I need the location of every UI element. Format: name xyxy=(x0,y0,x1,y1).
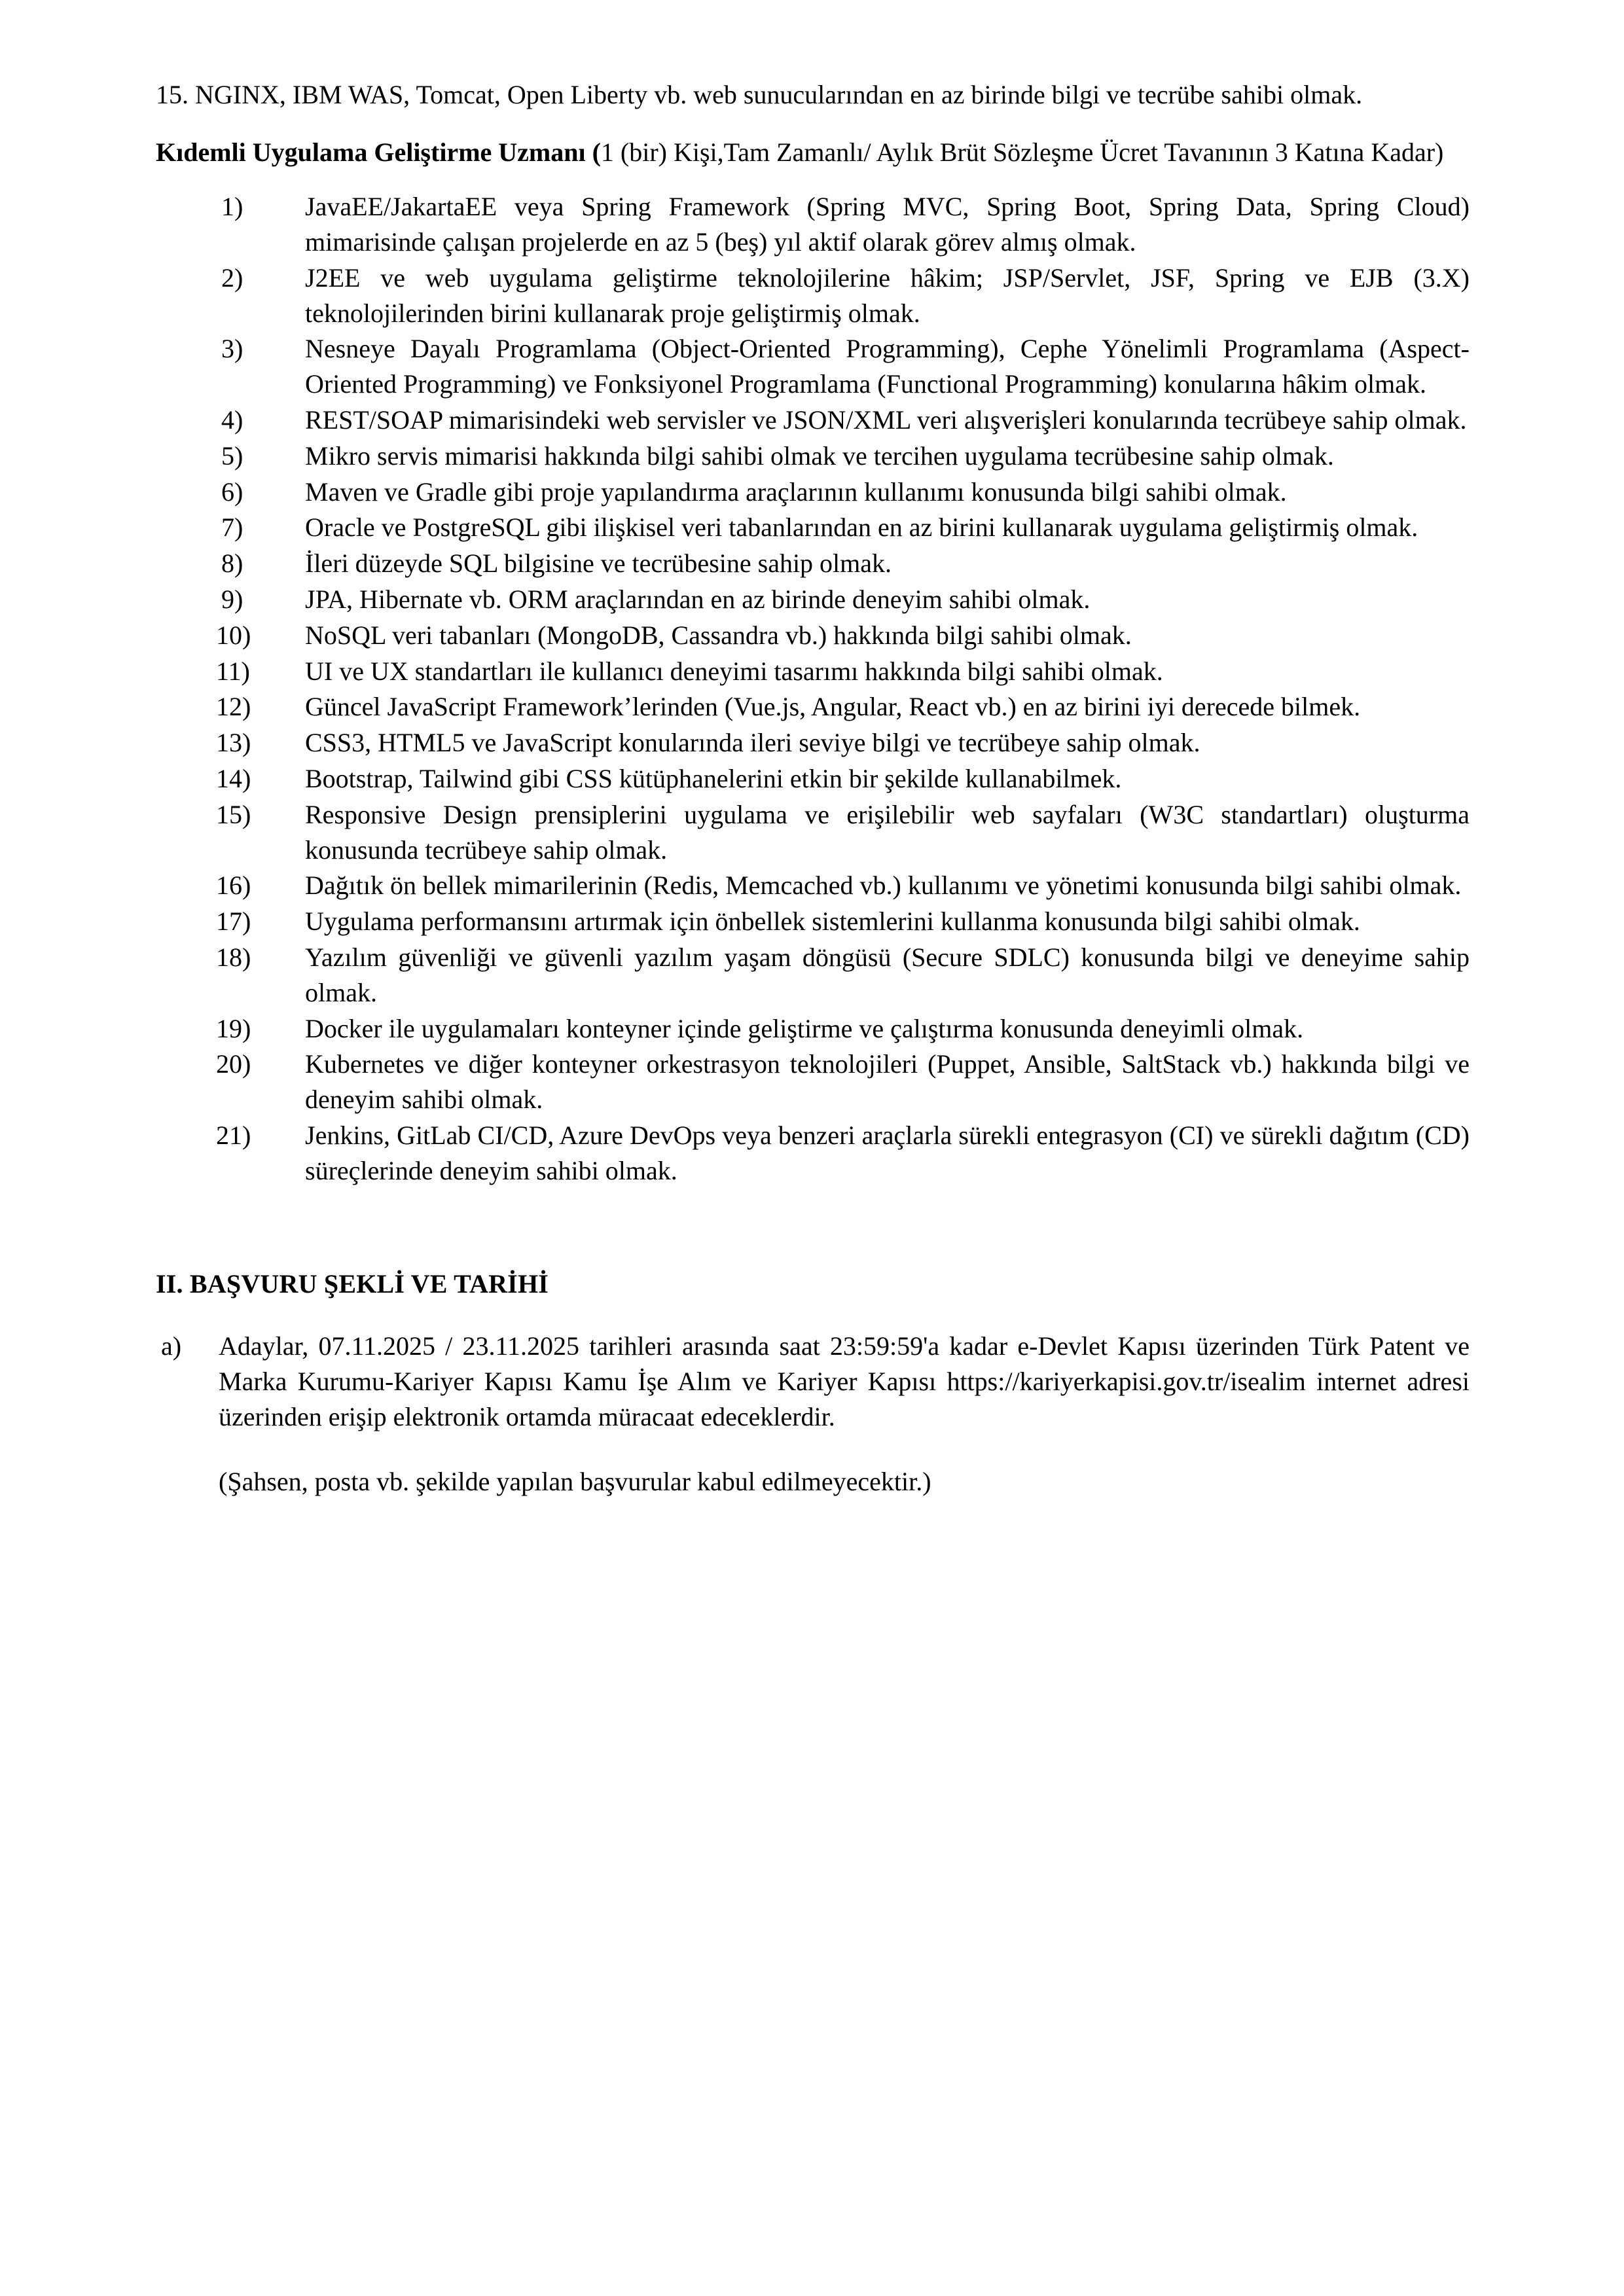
list-item-marker: 17) xyxy=(216,906,251,937)
position-title-bold: Kıdemli Uygulama Geliştirme Uzmanı ( xyxy=(156,137,601,167)
list-item-marker: 1) xyxy=(221,192,244,222)
application-note: (Şahsen, posta vb. şekilde yapılan başvurular kabul edilmeyecektir.) xyxy=(219,1467,931,1497)
list-item-text: REST/SOAP mimarisindeki web servisler ve JSON/XML veri alışverişleri konularında tecrübeye sahip olmak. xyxy=(305,404,1467,435)
list-item xyxy=(221,582,1470,617)
list-item-marker: 21) xyxy=(216,1120,251,1150)
list-item-text: Docker ile uygulamaları konteyner içinde geliştirme ve çalıştırma konusunda deneyimli olmak. xyxy=(305,1013,1304,1043)
list-item xyxy=(216,1011,1470,1047)
list-item-text: Maven ve Gradle gibi proje yapılandırma araçlarının kullanımı konusunda bilgi sahibi olmak. xyxy=(305,476,1287,507)
list-item-text: Güncel JavaScript Framework’lerinden (Vue.js, Angular, React vb.) en az birini iyi derecede bilmek. xyxy=(305,692,1361,722)
list-item xyxy=(216,761,1470,797)
list-item-text: Mikro servis mimarisi hakkında bilgi sahibi olmak ve tercihen uygulama tecrübesine sahip olmak. xyxy=(305,440,1334,471)
list-item-marker: 3) xyxy=(221,334,244,364)
list-item-text: UI ve UX standartları ile kullanıcı deneyimi tasarımı hakkında bilgi sahibi olmak. xyxy=(305,656,1163,686)
requirements-list xyxy=(156,189,1470,1188)
list-item xyxy=(221,475,1470,510)
list-item-text: Kubernetes ve diğer konteyner orkestrasyon teknolojileri (Puppet, Ansible, SaltStack vb.) hakkında bilgi ve deneyim sahibi olmak. xyxy=(305,1049,1470,1115)
application-paragraph-a xyxy=(161,1329,1470,1434)
list-item-text: İleri düzeyde SQL bilgisine ve tecrübesine sahip olmak. xyxy=(305,548,892,579)
paragraph-marker-a: a) xyxy=(161,1331,182,1361)
list-item xyxy=(216,689,1470,725)
paragraph-a-text: Adaylar, 07.11.2025 / 23.11.2025 tarihleri arasında saat 23:59:59'a kadar e-Devlet Kapısı üzerinden Türk Patent ve Marka Kurumu-Kariyer Kapısı Kamu İşe Alım ve Kariyer Kapısı https://kariyerkapisi.gov.tr/isealim internet adresi üzerinden erişip elektronik ortamda müracaat edeceklerdir. xyxy=(219,1331,1470,1431)
list-item xyxy=(216,868,1470,903)
list-item-text: J2EE ve web uygulama geliştirme teknolojilerine hâkim; JSP/Servlet, JSF, Spring ve EJB (3.X) teknolojilerinden birini kullanarak proje geliştirmiş olmak. xyxy=(305,262,1470,328)
list-item-marker: 2) xyxy=(221,262,244,293)
section-spacer xyxy=(156,1189,1470,1266)
list-item-marker: 12) xyxy=(216,692,251,722)
list-item xyxy=(216,904,1470,939)
position-title xyxy=(156,135,1470,170)
list-item xyxy=(216,1047,1470,1117)
list-item-marker: 6) xyxy=(221,476,244,507)
list-item xyxy=(216,940,1470,1011)
list-item-marker: 8) xyxy=(221,548,244,579)
list-item-marker: 19) xyxy=(216,1013,251,1043)
list-item-marker: 7) xyxy=(221,512,244,543)
list-item xyxy=(216,618,1470,653)
list-item xyxy=(221,439,1470,474)
list-item-marker: 15) xyxy=(216,799,251,829)
list-item-marker: 5) xyxy=(221,440,244,471)
list-item xyxy=(221,331,1470,402)
list-item-marker: 13) xyxy=(216,728,251,758)
list-item-marker: 4) xyxy=(221,404,244,435)
list-item-text: JPA, Hibernate vb. ORM araçlarından en az birinde deneyim sahibi olmak. xyxy=(305,584,1091,614)
list-item-text: JavaEE/JakartaEE veya Spring Framework (Spring MVC, Spring Boot, Spring Data, Spring Cloud) mimarisinde çalışan projelerde en az 5 (beş) yıl aktif olarak görev almış olmak. xyxy=(305,192,1470,257)
list-item-marker: 18) xyxy=(216,942,251,972)
list-item xyxy=(221,403,1470,438)
page-content xyxy=(156,77,1470,1499)
list-item-text: NoSQL veri tabanları (MongoDB, Cassandra vb.) hakkında bilgi sahibi olmak. xyxy=(305,620,1132,650)
list-item xyxy=(216,1118,1470,1189)
intro-requirement-item: 15. NGINX, IBM WAS, Tomcat, Open Liberty vb. web sunucularından en az birinde bilgi ve tecrübe sahibi olmak. xyxy=(156,80,1363,109)
list-item-text: Uygulama performansını artırmak için önbellek sistemlerini kullanma konusunda bilgi sahibi olmak. xyxy=(305,906,1360,937)
list-item-text: CSS3, HTML5 ve JavaScript konularında ileri seviye bilgi ve tecrübeye sahip olmak. xyxy=(305,728,1200,758)
list-item-marker: 11) xyxy=(216,656,250,686)
position-title-detail: 1 (bir) Kişi,Tam Zamanlı/ Aylık Brüt Sözleşme Ücret Tavanının 3 Katına Kadar) xyxy=(600,137,1444,167)
list-item-text: Responsive Design prensiplerini uygulama ve erişilebilir web sayfaları (W3C standartları) oluşturma konusunda tecrübeye sahip olmak. xyxy=(305,799,1470,865)
list-item-text: Dağıtık ön bellek mimarilerinin (Redis, Memcached vb.) kullanımı ve yönetimi konusunda bilgi sahibi olmak. xyxy=(305,870,1462,901)
list-item xyxy=(216,797,1470,868)
list-item-text: Bootstrap, Tailwind gibi CSS kütüphanelerini etkin bir şekilde kullanabilmek. xyxy=(305,763,1122,793)
list-item xyxy=(221,189,1470,260)
section-heading-ii: II. BAŞVURU ŞEKLİ VE TARİHİ xyxy=(156,1268,549,1299)
list-item-marker: 20) xyxy=(216,1049,251,1079)
list-item xyxy=(221,260,1470,331)
list-item xyxy=(216,654,1470,689)
list-item-text: Oracle ve PostgreSQL gibi ilişkisel veri tabanlarından en az birini kullanarak uygulama geliştirmiş olmak. xyxy=(305,512,1418,543)
list-item-marker: 10) xyxy=(216,620,251,650)
list-item-text: Jenkins, GitLab CI/CD, Azure DevOps veya benzeri araçlarla sürekli entegrasyon (CI) ve sürekli dağıtım (CD) süreçlerinde deneyim sahibi olmak. xyxy=(305,1120,1470,1185)
list-item-text: Yazılım güvenliği ve güvenli yazılım yaşam döngüsü (Secure SDLC) konusunda bilgi ve deneyime sahip olmak. xyxy=(305,942,1470,1007)
list-item xyxy=(216,725,1470,761)
list-item xyxy=(221,546,1470,581)
list-item-marker: 14) xyxy=(216,763,251,793)
list-item xyxy=(221,510,1470,545)
list-item-marker: 16) xyxy=(216,870,251,901)
list-item-text: Nesneye Dayalı Programlama (Object-Oriented Programming), Cephe Yönelimli Programlama (Aspect-Oriented Programming) ve Fonksiyonel Programlama (Functional Programming) konularına hâkim olmak. xyxy=(305,334,1470,399)
list-item-marker: 9) xyxy=(221,584,244,614)
